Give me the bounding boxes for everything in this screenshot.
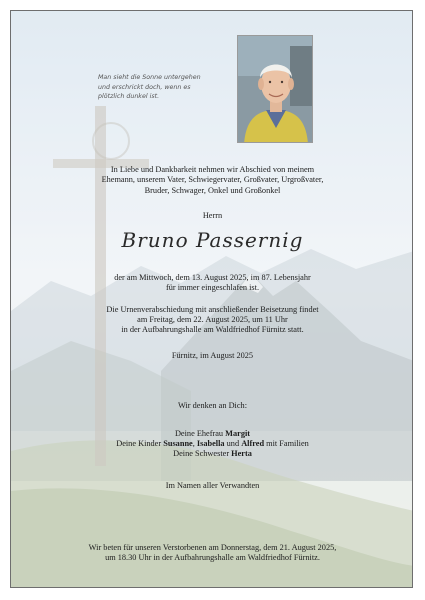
sister-name: Herta: [231, 449, 252, 458]
intro-line: Ehemann, unserem Vater, Schwiegervater, Großvater, Urgroßvater,: [101, 175, 324, 184]
wife-prefix: Deine Ehefrau: [174, 429, 224, 438]
intro-line: Bruder, Schwager, Onkel und Großonkel: [144, 186, 281, 195]
quote-line: und erschrickt doch, wenn es: [98, 83, 191, 91]
quote-line: Man sieht die Sonne untergehen: [98, 74, 201, 81]
deceased-name: Bruno Passernig: [121, 228, 304, 252]
mourner-children: [0, 439, 425, 449]
sister-prefix: Deine Schwester: [173, 449, 230, 458]
mourner-sister: [0, 449, 425, 459]
remember-heading: Wir denken an Dich:: [177, 401, 247, 410]
separator: ,: [192, 439, 195, 448]
wife-name: Margit: [225, 429, 251, 438]
prayer-line: um 18.30 Uhr in der Aufbahrungshalle am Waldfriedhof Fürnitz.: [105, 553, 320, 562]
portrait-photo: [237, 35, 313, 143]
child-name: Isabella: [196, 439, 225, 448]
mourner-wife: [0, 429, 425, 439]
children-suffix: mit Familien: [266, 439, 309, 448]
intro-line: In Liebe und Dankbarkeit nehmen wir Abschied von meinem: [110, 165, 315, 174]
ceremony-line: in der Aufbahrungshalle am Waldfriedhof Fürnitz statt.: [121, 325, 304, 334]
child-name: Alfred: [241, 439, 265, 448]
child-name: Susanne: [163, 439, 193, 448]
quote-line: plötzlich dunkel ist.: [98, 93, 160, 101]
death-notice-line: der am Mittwoch, dem 13. August 2025, im 87. Lebensjahr: [114, 273, 311, 282]
memorial-quote: [98, 73, 238, 102]
children-prefix: Deine Kinder: [116, 439, 162, 448]
ceremony-line: Die Urnenverabschiedung mit anschließender Beisetzung findet: [106, 305, 319, 314]
relatives-line: Im Namen aller Verwandten: [165, 481, 260, 490]
death-notice-line: für immer eingeschlafen ist.: [165, 283, 260, 292]
salutation: Herrn: [202, 211, 223, 220]
ceremony-line: am Freitag, dem 22. August 2025, um 11 Uhr: [137, 315, 288, 324]
place-date: Fürnitz, im August 2025: [171, 351, 254, 360]
prayer-line: Wir beten für unseren Verstorbenen am Donnerstag, dem 21. August 2025,: [88, 543, 337, 552]
conjunction: und: [226, 439, 240, 448]
